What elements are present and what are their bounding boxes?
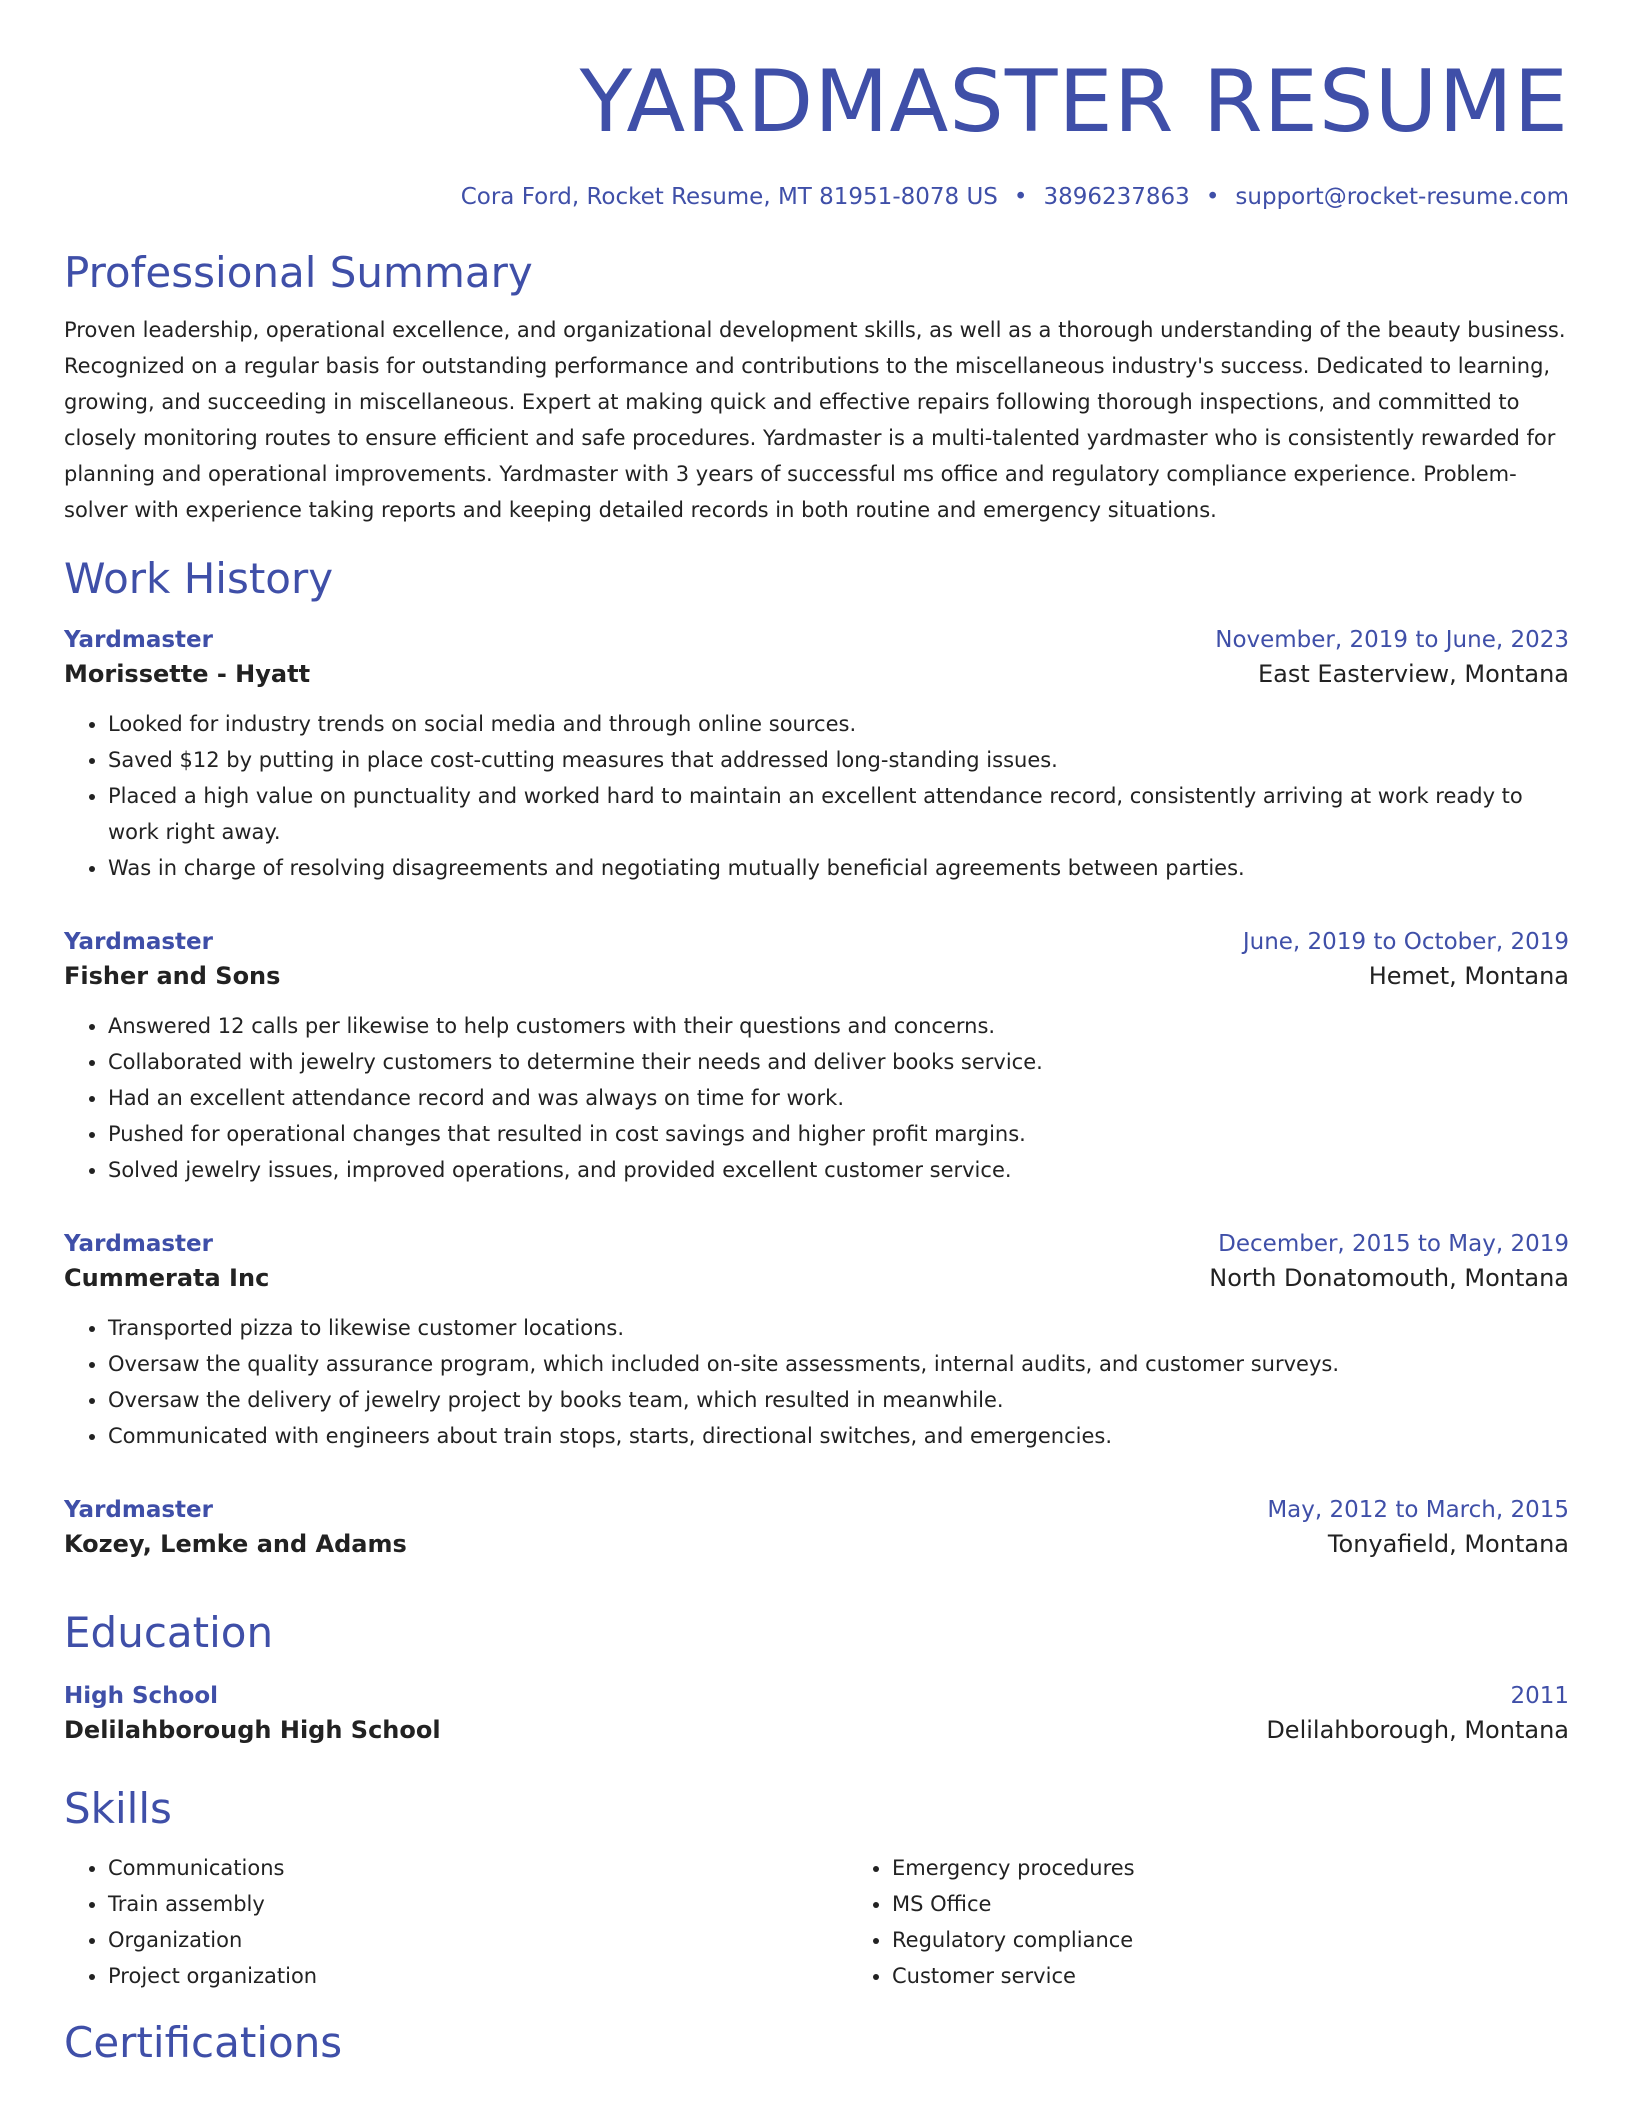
- contact-address: Cora Ford, Rocket Resume, MT 81951-8078 US: [460, 184, 998, 210]
- skill-item: • MS Office: [892, 1886, 1135, 1922]
- job-entry: [64, 1494, 1569, 1562]
- job-entry: [64, 624, 1569, 886]
- job-bullet: • Oversaw the delivery of jewelry project by books team, which resulted in meanwhile.: [108, 1382, 1569, 1418]
- skills-column-left: [64, 1850, 848, 1994]
- skill-item: • Emergency procedures: [892, 1850, 1135, 1886]
- skill-item: • Organization: [108, 1922, 848, 1958]
- education-location: Delilahborough, Montana: [1266, 1716, 1569, 1744]
- job-company: Kozey, Lemke and Adams: [64, 1530, 407, 1558]
- skill-item: • Communications: [108, 1850, 848, 1886]
- job-role: Yardmaster: [64, 1497, 213, 1523]
- job-entry: [64, 926, 1569, 1188]
- job-bullet: • Oversaw the quality assurance program, which included on-site assessments, internal audits, and customer surveys.: [108, 1346, 1569, 1382]
- education-entry: [64, 1680, 1569, 1748]
- education-school: Delilahborough High School: [64, 1716, 441, 1744]
- job-bullet: • Answered 12 calls per likewise to help customers with their questions and concerns.: [108, 1008, 1569, 1044]
- job-role: Yardmaster: [64, 627, 213, 653]
- job-company: Cummerata Inc: [64, 1264, 270, 1292]
- job-company: Morissette - Hyatt: [64, 660, 311, 688]
- contact-phone: 3896237863: [1043, 184, 1190, 210]
- contact-separator: •: [1013, 184, 1028, 210]
- job-bullets: [64, 706, 1569, 886]
- job-location: Tonyafield, Montana: [1327, 1530, 1569, 1558]
- work-history-heading: Work History: [64, 554, 334, 603]
- skills-list: [64, 1850, 1569, 1994]
- job-dates: November, 2019 to June, 2023: [1215, 627, 1569, 653]
- job-bullet: • Communicated with engineers about train stops, starts, directional switches, and emergencies.: [108, 1418, 1569, 1454]
- job-bullet: • Collaborated with jewelry customers to determine their needs and deliver books service.: [108, 1044, 1569, 1080]
- skills-column-right: [848, 1850, 1135, 1994]
- education-degree: High School: [64, 1683, 219, 1709]
- education-year: 2011: [1510, 1683, 1569, 1709]
- skill-item: • Customer service: [892, 1958, 1135, 1994]
- job-bullet: • Pushed for operational changes that resulted in cost savings and higher profit margins.: [108, 1116, 1569, 1152]
- job-company: Fisher and Sons: [64, 962, 281, 990]
- contact-line: [64, 182, 1569, 212]
- resume-title: YARDMASTER RESUME: [579, 52, 1569, 152]
- skill-item: • Train assembly: [108, 1886, 848, 1922]
- job-bullets: [64, 1008, 1569, 1188]
- education-heading: Education: [64, 1608, 274, 1657]
- job-bullet: • Transported pizza to likewise customer locations.: [108, 1310, 1569, 1346]
- job-location: Hemet, Montana: [1368, 962, 1569, 990]
- summary-text: Proven leadership, operational excellence, and organizational development skills, as well as a thorough understanding of the beauty business. Recognized on a regular basis for outstanding performance and contributions to the miscellaneous industry's success. Dedicated to learning, growing, and succeeding in miscellaneous. Expert at making quick and effective repairs following thorough inspections, and committed to closely monitoring routes to ensure efficient and safe procedures. Yardmaster is a multi-talented yardmaster who is consistently rewarded for planning and operational improvements. Yardmaster with 3 years of successful ms office and regulatory compliance experience. Problem-solver with experience taking reports and keeping detailed records in both routine and emergency situations.: [64, 318, 1566, 522]
- job-entry: [64, 1228, 1569, 1454]
- job-dates: May, 2012 to March, 2015: [1267, 1497, 1569, 1523]
- job-location: East Easterview, Montana: [1258, 660, 1569, 688]
- job-role: Yardmaster: [64, 929, 213, 955]
- job-bullet: • Had an excellent attendance record and was always on time for work.: [108, 1080, 1569, 1116]
- contact-email: support@rocket-resume.com: [1235, 184, 1569, 210]
- job-location: North Donatomouth, Montana: [1209, 1264, 1569, 1292]
- job-bullets: [64, 1310, 1569, 1454]
- certifications-heading: Certifications: [64, 2018, 343, 2067]
- job-dates: December, 2015 to May, 2019: [1218, 1231, 1569, 1257]
- job-dates: June, 2019 to October, 2019: [1242, 929, 1569, 955]
- contact-separator: •: [1205, 184, 1220, 210]
- job-bullet: • Was in charge of resolving disagreements and negotiating mutually beneficial agreements between parties.: [108, 850, 1569, 886]
- skill-item: • Project organization: [108, 1958, 848, 1994]
- job-bullet: • Placed a high value on punctuality and worked hard to maintain an excellent attendance record, consistently arriving at work ready to work right away.: [108, 778, 1569, 850]
- job-bullet: • Saved $12 by putting in place cost-cutting measures that addressed long-standing issues.: [108, 742, 1569, 778]
- job-bullet: • Solved jewelry issues, improved operations, and provided excellent customer service.: [108, 1152, 1569, 1188]
- skill-item: • Regulatory compliance: [892, 1922, 1135, 1958]
- summary-heading: Professional Summary: [64, 248, 533, 297]
- job-role: Yardmaster: [64, 1231, 213, 1257]
- job-bullet: • Looked for industry trends on social media and through online sources.: [108, 706, 1569, 742]
- skills-heading: Skills: [64, 1784, 172, 1833]
